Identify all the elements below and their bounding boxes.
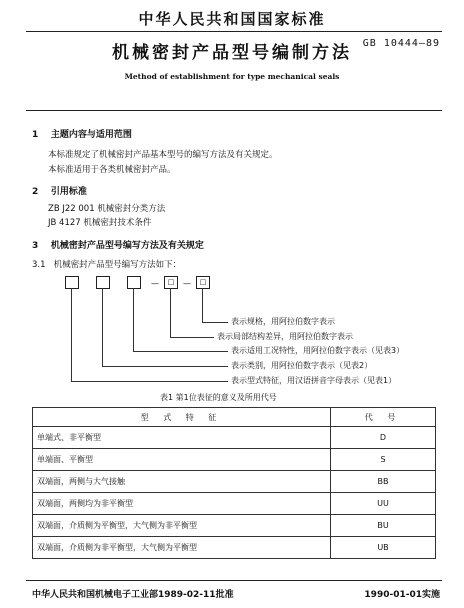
document-title-en: Method of establishment for type mechanical seals: [124, 72, 340, 81]
section-1-paragraph: 本标准规定了机械密封产品基本型号的编写方法及有关规定。: [48, 150, 278, 160]
column-header-code: 代 号: [331, 408, 436, 427]
approval-statement: 中华人民共和国机械电子工业部1989-02-11批准: [32, 590, 234, 600]
leader-line: [170, 288, 171, 337]
section-number: 2: [32, 187, 39, 197]
leader-line: [71, 288, 72, 381]
section-2-heading: [32, 184, 87, 197]
callout-operating-condition: 表示适用工况特性，用阿拉伯数字表示（见表3）: [231, 346, 405, 355]
table-cell-code: D: [331, 427, 436, 449]
title-rule: [26, 110, 442, 111]
code-separator: —: [183, 279, 191, 288]
table-cell-code: UU: [331, 493, 436, 515]
table-row: [33, 427, 436, 449]
callout-type-feature: 表示型式特征，用汉语拼音字母表示（见表1）: [231, 376, 397, 385]
code-separator: —: [151, 279, 159, 288]
column-header-feature: 型 式 特 征: [33, 408, 331, 427]
referenced-standard: ZB J22 001 机械密封分类方法: [48, 204, 166, 214]
clause-3-1: [32, 258, 181, 270]
section-1-heading: [32, 127, 132, 140]
callout-category: 表示类别，用阿拉伯数字表示（见表2）: [231, 361, 373, 370]
table-cell-code: BU: [331, 515, 436, 537]
table-1-caption: 表1 第1位表征的意义及所用代号: [160, 393, 277, 402]
leader-line: [170, 337, 214, 338]
leader-line: [133, 351, 228, 352]
table-1: [32, 407, 436, 559]
table-row: [33, 493, 436, 515]
section-title: 引用标准: [50, 187, 87, 197]
leader-line: [202, 288, 203, 322]
section-title: 机械密封产品型号编写方法及有关规定: [50, 241, 204, 251]
table-cell-code: BB: [331, 471, 436, 493]
leader-line: [133, 288, 134, 351]
table-row: [33, 537, 436, 559]
code-box-2: [96, 276, 110, 289]
leader-line: [71, 381, 228, 382]
callout-structure-variant: 表示局部结构差异，用阿拉伯数字表示: [217, 332, 353, 341]
header-rule: [26, 31, 442, 32]
leader-line: [202, 322, 228, 323]
standard-number: GB 10444—89: [362, 38, 440, 49]
code-box-5: □: [196, 276, 210, 289]
section-3-heading: [32, 238, 204, 251]
table-cell-feature: 单端式、非平衡型: [33, 427, 331, 449]
table-cell-code: UB: [331, 537, 436, 559]
implementation-date: 1990-01-01实施: [364, 590, 440, 600]
document-title-cn: 机械密封产品型号编制方法: [112, 43, 352, 63]
leader-line: [102, 366, 228, 367]
code-box-1: [65, 276, 79, 289]
section-1-paragraph: 本标准适用于各类机械密封产品。: [48, 165, 176, 175]
table-header-row: [33, 408, 436, 427]
clause-number: 3.1: [32, 260, 46, 270]
table-cell-feature: 双端面，介质侧为非平衡型，大气侧为平衡型: [33, 537, 331, 559]
referenced-standard: JB 4127 机械密封技术条件: [48, 218, 152, 228]
table-cell-code: S: [331, 449, 436, 471]
section-number: 3: [32, 241, 39, 251]
callout-spec: 表示规格，用阿拉伯数字表示: [231, 317, 335, 326]
issuing-authority-header: 中华人民共和国国家标准: [138, 10, 326, 28]
section-title: 主题内容与适用范围: [50, 130, 132, 140]
code-box-4: □: [164, 276, 178, 289]
table-row: [33, 515, 436, 537]
clause-text: 机械密封产品型号编写方法如下：: [53, 260, 182, 270]
table-row: [33, 471, 436, 493]
footer-rule: [26, 580, 442, 581]
section-number: 1: [32, 130, 39, 140]
table-cell-feature: 双端面，两侧与大气接触: [33, 471, 331, 493]
table-cell-feature: 双端面，两侧均为非平衡型: [33, 493, 331, 515]
leader-line: [102, 288, 103, 366]
code-box-3: [127, 276, 141, 289]
table-cell-feature: 单端面、平衡型: [33, 449, 331, 471]
table-row: [33, 449, 436, 471]
table-cell-feature: 双端面，介质侧为平衡型，大气侧为非平衡型: [33, 515, 331, 537]
